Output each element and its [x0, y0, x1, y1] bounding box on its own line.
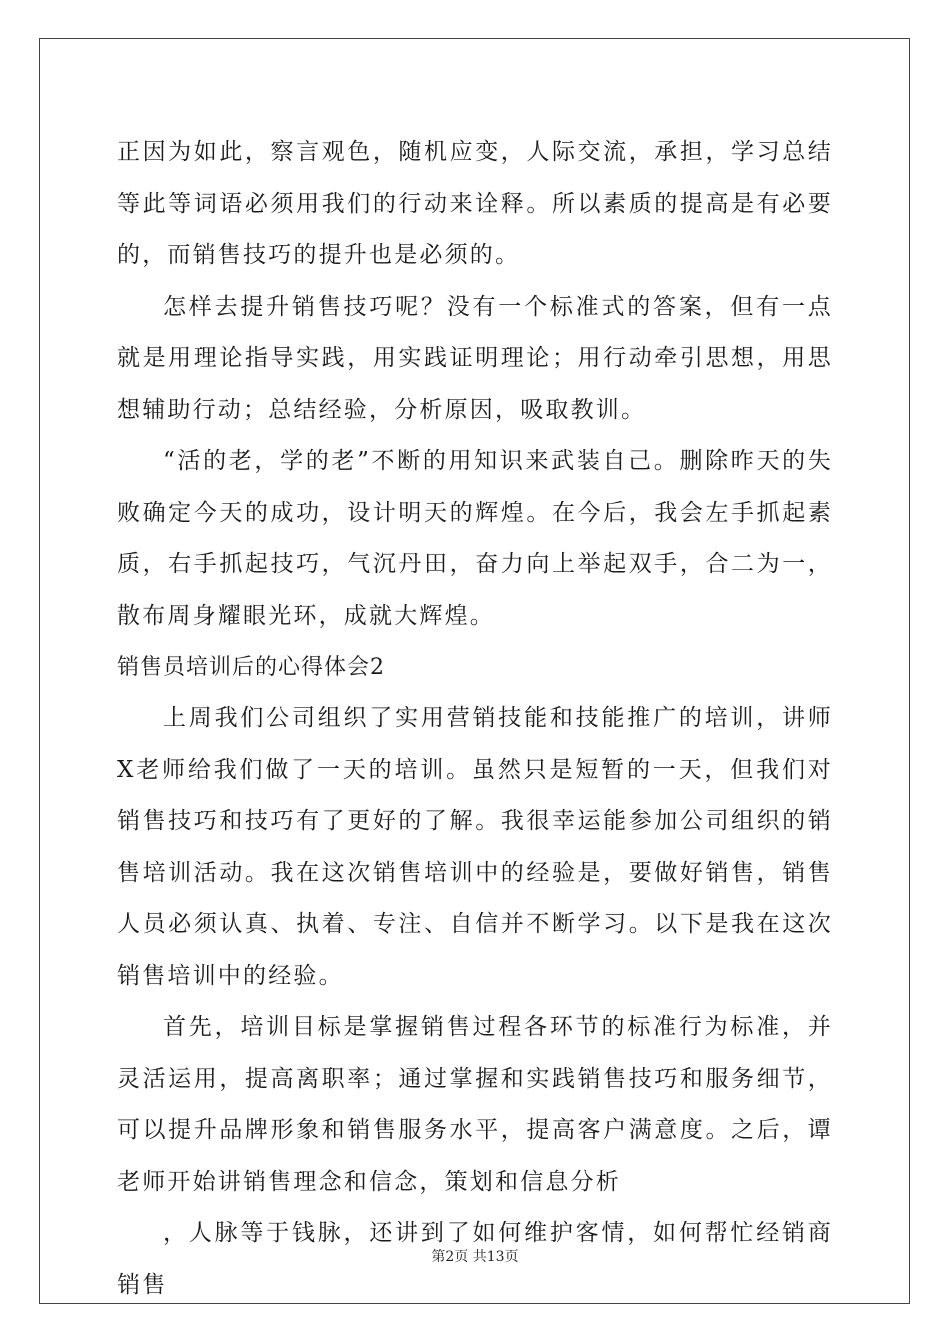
paragraph: “活的老，学的老”不断的用知识来武装自己。删除昨天的失败确定今天的成功，设计明天的辉煌。在今后，我会左手抓起素质，右手抓起技巧，气沉丹田，奋力向上举起双手，合二为一，散布周身耀眼光环，成就大辉煌。: [117, 448, 833, 629]
paragraph: 怎样去提升销售技巧呢？没有一个标准式的答案，但有一点就是用理论指导实践，用实践证明理论；用行动牵引思想，用思想辅助行动；总结经验，分析原因，吸取教训。: [117, 293, 833, 423]
paragraph: ，人脉等于钱脉，还讲到了如何维护客情，如何帮忙经销商销售: [117, 1220, 833, 1298]
section-heading: 销售员培训后的心得体会2: [117, 655, 385, 680]
document-body: [117, 127, 833, 1311]
page-footer: 第2页 共13页: [431, 1249, 519, 1265]
paragraph: 正因为如此，察言观色，随机应变，人际交流，承担，学习总结等此等词语必须用我们的行动来诠释。所以素质的提高是有必要的，而销售技巧的提升也是必须的。: [117, 139, 833, 268]
paragraph: 上周我们公司组织了实用营销技能和技能推广的培训，讲师X老师给我们做了一天的培训。虽然只是短暂的一天，但我们对销售技巧和技巧有了更好的了解。我很幸运能参加公司组织的销售培训活动。我在这次销售培训中的经验是，要做好销售，销售人员必须认真、执着、专注、自信并不断学习。以下是我在这次销售培训中的经验。: [117, 705, 833, 989]
paragraph: 首先，培训目标是掌握销售过程各环节的标准行为标准，并灵活运用，提高离职率；通过掌握和实践销售技巧和服务细节，可以提升品牌形象和销售服务水平，提高客户满意度。之后，谭老师开始讲销售理念和信念，策划和信息分析: [117, 1014, 833, 1195]
